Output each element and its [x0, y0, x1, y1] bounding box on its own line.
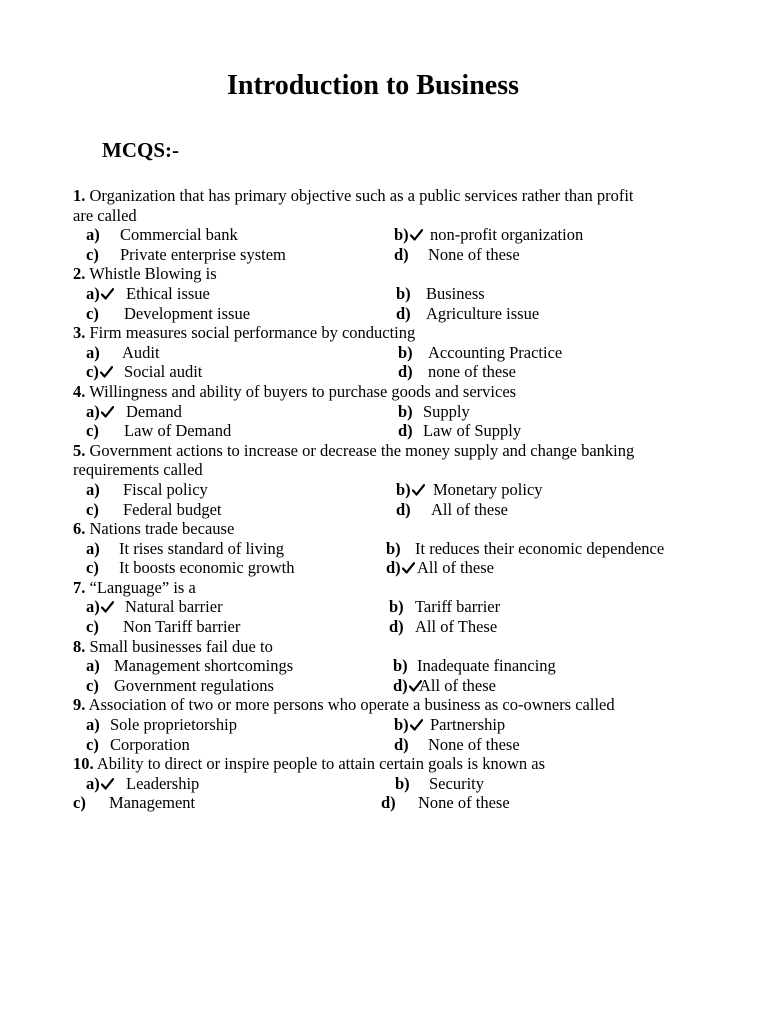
option-letter: d): [398, 421, 413, 441]
option-row: [73, 715, 703, 735]
option-a: [86, 283, 210, 304]
option-a: [86, 225, 238, 245]
option-b: [398, 342, 563, 363]
option-letter: d): [393, 675, 408, 695]
question-text: [73, 206, 703, 226]
option-text: All of these: [419, 675, 496, 695]
question-text: [73, 460, 703, 480]
option-text: Monetary policy: [433, 479, 543, 499]
option-text: Agriculture issue: [426, 303, 540, 323]
option-letter: d): [381, 793, 396, 813]
option-text: Sole proprietorship: [110, 715, 237, 735]
option-c: [86, 675, 274, 696]
option-d: [396, 499, 508, 520]
question-number: 7.: [73, 577, 86, 597]
option-b: [393, 656, 556, 676]
option-letter: c): [86, 617, 99, 637]
question-number: 5.: [73, 440, 86, 460]
option-letter: c): [73, 793, 86, 813]
option-letter: b): [395, 773, 410, 793]
option-text: Government regulations: [114, 675, 274, 695]
option-row: [73, 774, 703, 794]
option-text: Tariff barrier: [415, 597, 501, 617]
option-row: [73, 304, 703, 324]
option-letter: a): [86, 538, 100, 558]
option-a: [86, 656, 294, 676]
option-text: Fiscal policy: [123, 479, 208, 499]
option-letter: d): [396, 303, 411, 323]
question-text: [73, 441, 703, 461]
option-c: [86, 362, 203, 382]
checkmark-icon: [410, 229, 423, 241]
option-a: [86, 715, 237, 735]
option-a: [86, 773, 200, 794]
option-row: [73, 656, 703, 676]
option-b: [389, 597, 501, 617]
option-a: [86, 538, 284, 559]
question-number: 6.: [73, 519, 86, 539]
option-letter: c): [86, 362, 99, 382]
question-line: are called: [73, 205, 137, 225]
question-text: [73, 695, 703, 715]
option-letter: b): [386, 538, 401, 558]
checkmark-icon: [100, 366, 113, 378]
question-line: Association of two or more persons who operate a business as co-owners called: [88, 695, 615, 715]
question-number: 8.: [73, 636, 86, 656]
option-text: non-profit organization: [430, 225, 584, 245]
option-letter: d): [394, 734, 409, 754]
option-text: Security: [429, 773, 484, 793]
option-a: [86, 401, 182, 422]
option-d: [398, 421, 522, 441]
checkmark-icon: [101, 778, 114, 790]
option-a: [86, 479, 208, 500]
option-text: Management: [109, 793, 196, 813]
option-b: [396, 479, 543, 500]
question-line: Nations trade because: [89, 519, 235, 539]
option-letter: a): [86, 283, 100, 303]
option-letter: b): [389, 597, 404, 617]
option-c: [73, 793, 196, 813]
option-text: Demand: [126, 401, 182, 421]
document-title: Introduction to Business: [226, 70, 519, 101]
option-b: [386, 538, 665, 559]
option-letter: a): [86, 597, 100, 617]
option-text: All of these: [431, 499, 508, 519]
option-letter: c): [86, 244, 99, 264]
option-d: [393, 675, 496, 696]
option-b: [396, 283, 485, 304]
option-d: [386, 558, 494, 578]
option-row: [73, 245, 703, 265]
option-text: It reduces their economic dependence: [415, 538, 665, 558]
option-letter: a): [86, 342, 100, 362]
option-text: Management shortcomings: [114, 656, 294, 676]
option-letter: a): [86, 401, 100, 421]
option-row: [73, 402, 703, 422]
option-c: [86, 421, 232, 441]
option-text: All of These: [415, 617, 498, 637]
option-d: [389, 617, 498, 637]
option-text: Social audit: [124, 362, 203, 382]
question-list: [73, 186, 703, 813]
option-d: [381, 793, 510, 813]
option-d: [396, 303, 540, 324]
option-row: [73, 558, 703, 578]
question-number: 2.: [73, 264, 86, 284]
checkmark-icon: [412, 484, 425, 496]
option-text: Accounting Practice: [428, 342, 563, 362]
checkmark-icon: [402, 562, 415, 574]
option-text: It rises standard of living: [119, 538, 284, 558]
question-line: Willingness and ability of buyers to purchase goods and services: [89, 381, 517, 401]
question-line: Whistle Blowing is: [89, 264, 217, 284]
option-text: It boosts economic growth: [119, 558, 295, 578]
option-letter: b): [394, 225, 409, 245]
section-heading: MCQS:-: [102, 138, 179, 162]
option-letter: b): [396, 479, 411, 499]
question-text: [73, 186, 703, 206]
question-line: Organization that has primary objective such as a public services rather than profit: [89, 186, 634, 205]
option-b: [394, 225, 584, 245]
option-letter: c): [86, 734, 99, 754]
question-number: 9.: [73, 695, 86, 715]
option-text: Audit: [122, 342, 160, 362]
question-number: 3.: [73, 323, 86, 343]
option-text: Non Tariff barrier: [123, 617, 241, 637]
option-row: [73, 617, 703, 637]
option-c: [86, 558, 295, 578]
option-letter: c): [86, 499, 99, 519]
option-text: Leadership: [126, 773, 200, 793]
option-row: [73, 362, 703, 382]
checkmark-icon: [410, 719, 423, 731]
option-letter: c): [86, 675, 99, 695]
option-c: [86, 617, 241, 637]
option-row: [73, 225, 703, 245]
option-c: [86, 499, 222, 520]
option-letter: b): [396, 283, 411, 303]
question-line: requirements called: [73, 460, 203, 480]
option-text: All of these: [417, 558, 494, 578]
option-a: [86, 597, 223, 617]
option-letter: d): [394, 244, 409, 264]
option-a: [86, 342, 160, 363]
question-text: [73, 382, 703, 402]
option-text: Private enterprise system: [120, 244, 286, 264]
option-text: Development issue: [124, 303, 251, 323]
question-line: Ability to direct or inspire people to attain certain goals is known as: [96, 754, 545, 774]
option-text: Supply: [423, 401, 470, 421]
option-letter: d): [398, 362, 413, 382]
option-letter: a): [86, 225, 100, 245]
option-letter: b): [394, 715, 409, 735]
option-row: [73, 343, 703, 363]
option-row: [73, 676, 703, 696]
option-letter: a): [86, 715, 100, 735]
option-c: [86, 734, 190, 755]
option-row: [73, 539, 703, 559]
option-text: Partnership: [430, 715, 506, 735]
option-row: [73, 500, 703, 520]
option-row: [73, 421, 703, 441]
question-number: 10.: [73, 754, 94, 774]
option-letter: a): [86, 773, 100, 793]
option-row: [73, 480, 703, 500]
question-text: [73, 637, 703, 657]
option-text: Corporation: [110, 734, 190, 754]
option-letter: c): [86, 421, 99, 441]
option-text: Inadequate financing: [417, 656, 556, 676]
option-d: [394, 734, 520, 755]
option-text: None of these: [428, 734, 520, 754]
option-row: [73, 735, 703, 755]
question-line: Firm measures social performance by conducting: [89, 323, 416, 343]
option-c: [86, 303, 251, 324]
question-text: [73, 519, 703, 539]
question-text: [73, 323, 703, 343]
question-text: [73, 264, 703, 284]
option-letter: b): [398, 342, 413, 362]
question-line: Government actions to increase or decrease the money supply and change banking: [89, 440, 635, 460]
option-letter: d): [386, 558, 401, 578]
checkmark-icon: [101, 288, 114, 300]
option-text: None of these: [428, 244, 520, 264]
option-letter: b): [393, 656, 408, 676]
question-number: 1.: [73, 186, 86, 205]
option-b: [395, 773, 484, 794]
checkmark-icon: [101, 601, 114, 613]
question-line: Small businesses fail due to: [89, 636, 273, 656]
question-text: [73, 578, 703, 598]
option-text: Law of Demand: [124, 421, 232, 441]
option-letter: d): [389, 617, 404, 637]
option-letter: d): [396, 499, 411, 519]
option-text: Ethical issue: [126, 283, 210, 303]
question-text: [73, 754, 703, 774]
option-letter: c): [86, 303, 99, 323]
option-letter: a): [86, 479, 100, 499]
option-b: [394, 715, 506, 735]
option-b: [398, 401, 470, 422]
option-text: Federal budget: [123, 499, 222, 519]
option-text: Business: [426, 283, 485, 303]
option-text: Commercial bank: [120, 225, 238, 245]
option-letter: a): [86, 656, 100, 676]
question-line: “Language” is a: [89, 577, 196, 597]
option-letter: b): [398, 401, 413, 421]
option-text: Natural barrier: [125, 597, 223, 617]
option-d: [394, 244, 520, 265]
option-d: [398, 362, 516, 382]
option-c: [86, 244, 286, 265]
checkmark-icon: [101, 406, 114, 418]
option-row: [73, 284, 703, 304]
option-text: none of these: [428, 362, 516, 382]
question-number: 4.: [73, 381, 86, 401]
option-row: [73, 597, 703, 617]
option-row: [73, 793, 703, 813]
option-text: None of these: [418, 793, 510, 813]
option-letter: c): [86, 558, 99, 578]
option-text: Law of Supply: [423, 421, 522, 441]
